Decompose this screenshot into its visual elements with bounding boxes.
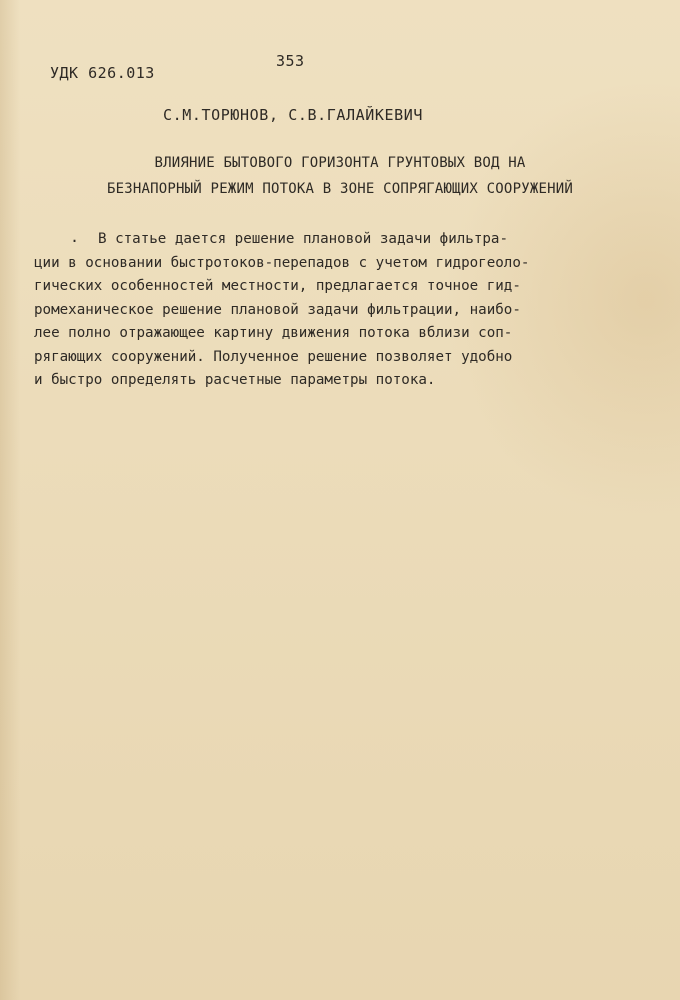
abstract-line: ции в основании быстротоков-перепадов с учетом гидрогеоло- — [34, 254, 530, 271]
title-line: БЕЗНАПОРНЫЙ РЕЖИМ ПОТОКА В ЗОНЕ СОПРЯГАЮЩИХ СООРУЖЕНИЙ — [107, 181, 573, 197]
abstract-paragraph — [34, 228, 614, 393]
abstract-line: рягающих сооружений. Полученное решение позволяет удобно — [34, 348, 513, 365]
abstract-line: гических особенностей местности, предлагается точное гид- — [34, 278, 521, 294]
abstract-line: и быстро определять расчетные параметры потока. — [34, 372, 436, 388]
paragraph-mark: · — [70, 232, 80, 250]
abstract-line: ромеханическое решение плановой задачи фильтрации, наибо- — [34, 301, 521, 318]
abstract-line: В статье дается решение плановой задачи фильтра- — [98, 231, 508, 247]
page-number: 353 — [276, 52, 305, 70]
title-line: ВЛИЯНИЕ БЫТОВОГО ГОРИЗОНТА ГРУНТОВЫХ ВОД НА — [154, 155, 526, 171]
authors: С.М.ТОРЮНОВ, С.В.ГАЛАЙКЕВИЧ — [163, 106, 424, 124]
abstract-line: лее полно отражающее картину движения потока вблизи соп- — [34, 325, 513, 341]
article-title — [40, 150, 640, 202]
udk-code: УДК 626.013 — [50, 64, 155, 82]
